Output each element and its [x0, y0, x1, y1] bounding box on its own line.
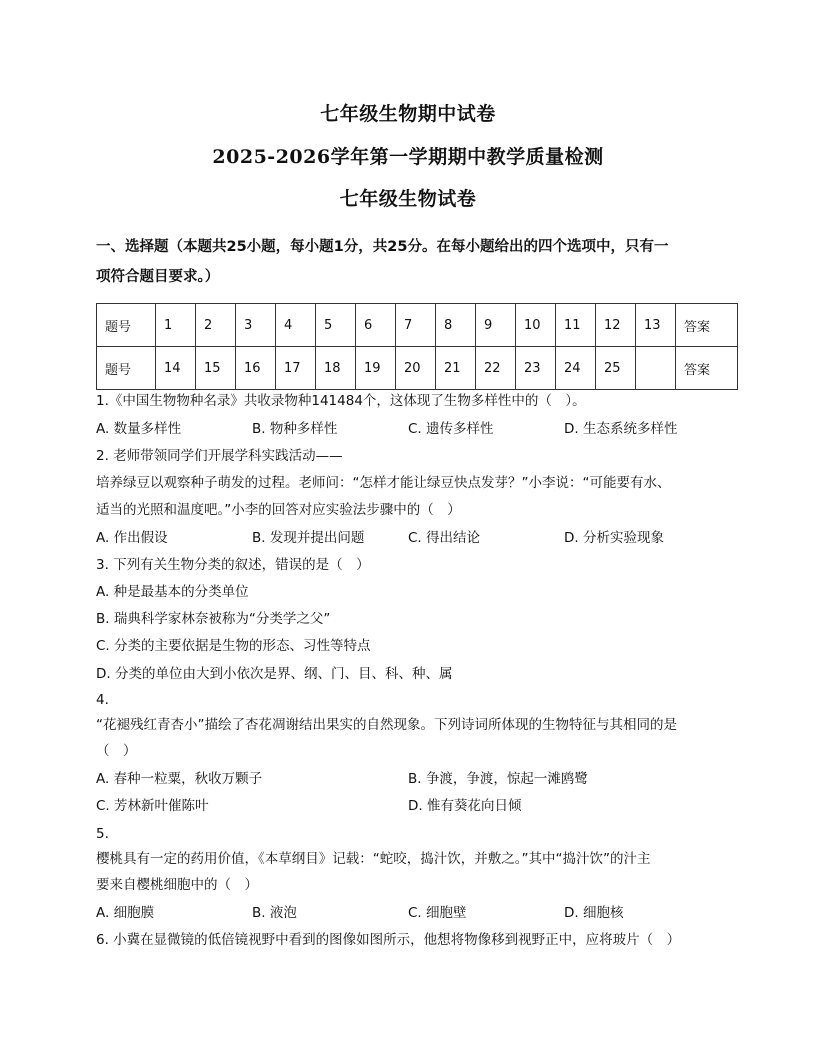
answer-table — [96, 303, 738, 390]
question-3-option-c: C. 分类的主要依据是生物的形态、习性等特点 — [96, 638, 371, 654]
exam-subject-title: 七年级生物试卷 — [339, 188, 477, 210]
table-cell: 19 — [356, 347, 396, 390]
table-cell: 18 — [316, 347, 356, 390]
question-6-stem: 6. 小冀在显微镜的低倍镜视野中看到的图像如图所示，他想将物像移到视野正中，应将玻片（ ） — [96, 932, 681, 948]
table-cell: 题号 — [97, 347, 156, 390]
question-4-number: 4. — [96, 692, 109, 708]
table-cell: 题号 — [97, 304, 156, 347]
question-4-option-d: D. 惟有葵花向日倾 — [408, 798, 522, 814]
question-1-option-b: B. 物种多样性 — [252, 421, 338, 437]
table-cell: 6 — [356, 304, 396, 347]
question-3-option-a: A. 种是最基本的分类单位 — [96, 584, 249, 600]
question-5-option-d: D. 细胞核 — [564, 905, 624, 921]
table-cell: 10 — [516, 304, 556, 347]
table-cell: 3 — [236, 304, 276, 347]
table-cell: 9 — [476, 304, 516, 347]
table-cell — [636, 347, 676, 390]
question-5-line-2: 要来自樱桃细胞中的（ ） — [96, 877, 258, 893]
question-2-option-d: D. 分析实验现象 — [564, 530, 664, 546]
table-cell: 17 — [276, 347, 316, 390]
question-2-line-3: 适当的光照和温度吧。”小李的回答对应实验法步骤中的（ ） — [96, 502, 461, 518]
exam-subtitle: 2025-2026学年第一学期期中教学质量检测 — [212, 146, 604, 168]
question-2-option-a: A. 作出假设 — [96, 530, 168, 546]
question-5-line-1: 樱桃具有一定的药用价值，《本草纲目》记载：“蛇咬，捣汁饮，并敷之。”其中“捣汁饮”的汁主 — [96, 851, 651, 867]
table-cell: 14 — [156, 347, 196, 390]
question-3-option-b: B. 瑞典科学家林奈被称为“分类学之父” — [96, 611, 331, 627]
table-cell: 24 — [556, 347, 596, 390]
table-cell: 8 — [436, 304, 476, 347]
question-1-option-d: D. 生态系统多样性 — [564, 421, 678, 437]
question-3-option-d: D. 分类的单位由大到小依次是界、纲、门、目、科、种、属 — [96, 666, 453, 682]
table-cell: 答案 — [676, 304, 738, 347]
table-cell: 5 — [316, 304, 356, 347]
table-cell: 25 — [596, 347, 636, 390]
question-4-option-a: A. 春种一粒粟，秋收万颗子 — [96, 771, 263, 787]
table-cell: 13 — [636, 304, 676, 347]
question-2-line-2: 培养绿豆以观察种子萌发的过程。老师问：“怎样才能让绿豆快点发芽？”小李说：“可能要有水、 — [96, 475, 671, 491]
question-4-option-b: B. 争渡，争渡，惊起一滩鸥鹭 — [408, 771, 588, 787]
answer-table-row — [97, 304, 738, 347]
question-2-option-b: B. 发现并提出问题 — [252, 530, 365, 546]
answer-table-row — [97, 347, 738, 390]
question-2-option-c: C. 得出结论 — [408, 530, 481, 546]
table-cell: 答案 — [676, 347, 738, 390]
question-5-number: 5. — [96, 826, 109, 842]
table-cell: 2 — [196, 304, 236, 347]
table-cell: 20 — [396, 347, 436, 390]
section-heading-line2: 项符合题目要求。） — [96, 269, 220, 285]
table-cell: 12 — [596, 304, 636, 347]
question-3-stem: 3. 下列有关生物分类的叙述，错误的是（ ） — [96, 557, 370, 573]
question-1-option-c: C. 遗传多样性 — [408, 421, 494, 437]
table-cell: 22 — [476, 347, 516, 390]
section-heading-line1: 一、选择题（本题共25小题，每小题1分，共25分。在每小题给出的四个选项中，只有一 — [96, 239, 669, 255]
table-cell: 16 — [236, 347, 276, 390]
table-cell: 15 — [196, 347, 236, 390]
question-4-option-c: C. 芳林新叶催陈叶 — [96, 798, 209, 814]
question-5-option-b: B. 液泡 — [252, 905, 297, 921]
table-cell: 7 — [396, 304, 436, 347]
table-cell: 23 — [516, 347, 556, 390]
table-cell: 21 — [436, 347, 476, 390]
question-5-option-c: C. 细胞壁 — [408, 905, 467, 921]
question-4-line-2: （ ） — [96, 743, 137, 759]
question-5-option-a: A. 细胞膜 — [96, 905, 155, 921]
question-4-line-1: “花褪残红青杏小”描绘了杏花凋谢结出果实的自然现象。下列诗词所体现的生物特征与其相同的是 — [96, 717, 677, 733]
table-cell: 11 — [556, 304, 596, 347]
table-cell: 1 — [156, 304, 196, 347]
table-cell: 4 — [276, 304, 316, 347]
question-1-stem: 1.《中国生物物种名录》共收录物种141484个，这体现了生物多样性中的（ ）。 — [96, 393, 586, 409]
question-2-line-1: 2. 老师带领同学们开展学科实践活动—— — [96, 448, 343, 464]
exam-title: 七年级生物期中试卷 — [320, 103, 496, 125]
question-1-option-a: A. 数量多样性 — [96, 421, 182, 437]
